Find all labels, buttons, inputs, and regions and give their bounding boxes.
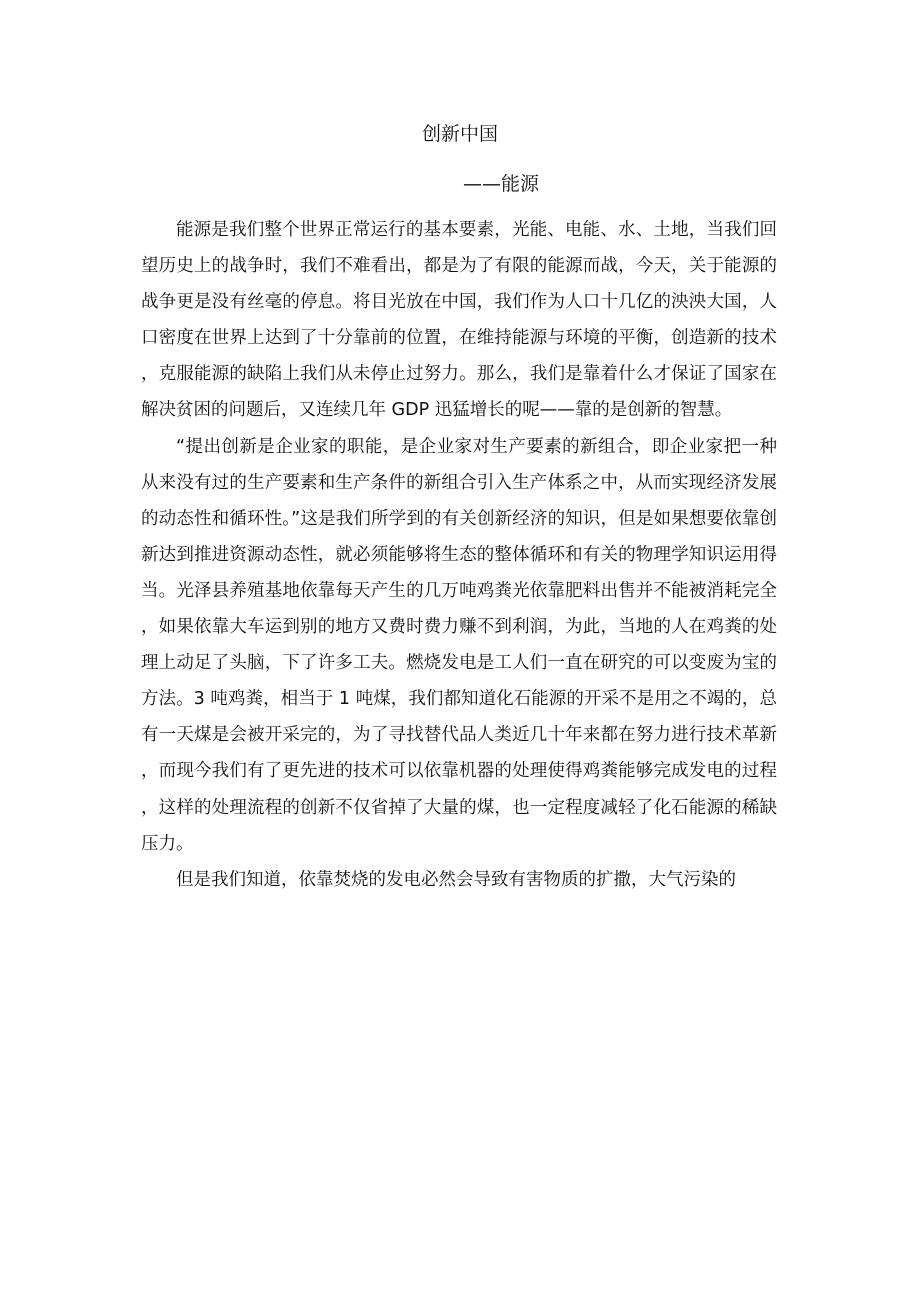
document-title: 创新中国	[421, 123, 498, 145]
document-body	[141, 212, 777, 898]
paragraph-3: 但是我们知道，依靠焚烧的发电必然会导致有害物质的扩撒，大气污染的	[176, 869, 736, 890]
document-subtitle: ——能源	[463, 173, 540, 195]
paragraph-1: 能源是我们整个世界正常运行的基本要素，光能、电能、水、土地，当我们回望历史上的战争时，我们不难看出，都是为了有限的能源而战，今天，关于能源的战争更是没有丝毫的停息。将目光放在中国，我们作为人口十几亿的泱泱大国，人口密度在世界上达到了十分靠前的位置，在维持能源与环境的平衡，创造新的技术，克服能源的缺陷上我们从未停止过努力。那么，我们是靠着什么才保证了国家在解决贫困的问题后，又连续几年 GDP 迅猛增长的呢——靠的是创新的智慧。	[141, 220, 777, 421]
paragraph-2: “提出创新是企业家的职能，是企业家对生产要素的新组合，即企业家把一种从来没有过的生产要素和生产条件的新组合引入生产体系之中，从而实现经济发展的动态性和循环性。”这是我们所学到的有关创新经济的知识，但是如果想要依靠创新达到推进资源动态性，就必须能够将生态的整体循环和有关的物理学知识运用得当。光泽县养殖基地依靠每天产生的几万吨鸡粪光依靠肥料出售并不能被消耗完全，如果依靠大车运到别的地方又费时费力赚不到利润，为此，当地的人在鸡粪的处理上动足了头脑，下了许多工夫。燃烧发电是工人们一直在研究的可以变废为宝的方法。3 吨鸡粪，相当于 1 吨煤，我们都知道化石能源的开采不是用之不竭的，总有一天煤是会被开采完的，为了寻找替代品人类近几十年来都在努力进行技术革新，而现今我们有了更先进的技术可以依靠机器的处理使得鸡粪能够完成发电的过程，这样的处理流程的创新不仅省掉了大量的煤，也一定程度减轻了化石能源的稀缺压力。	[141, 436, 777, 854]
